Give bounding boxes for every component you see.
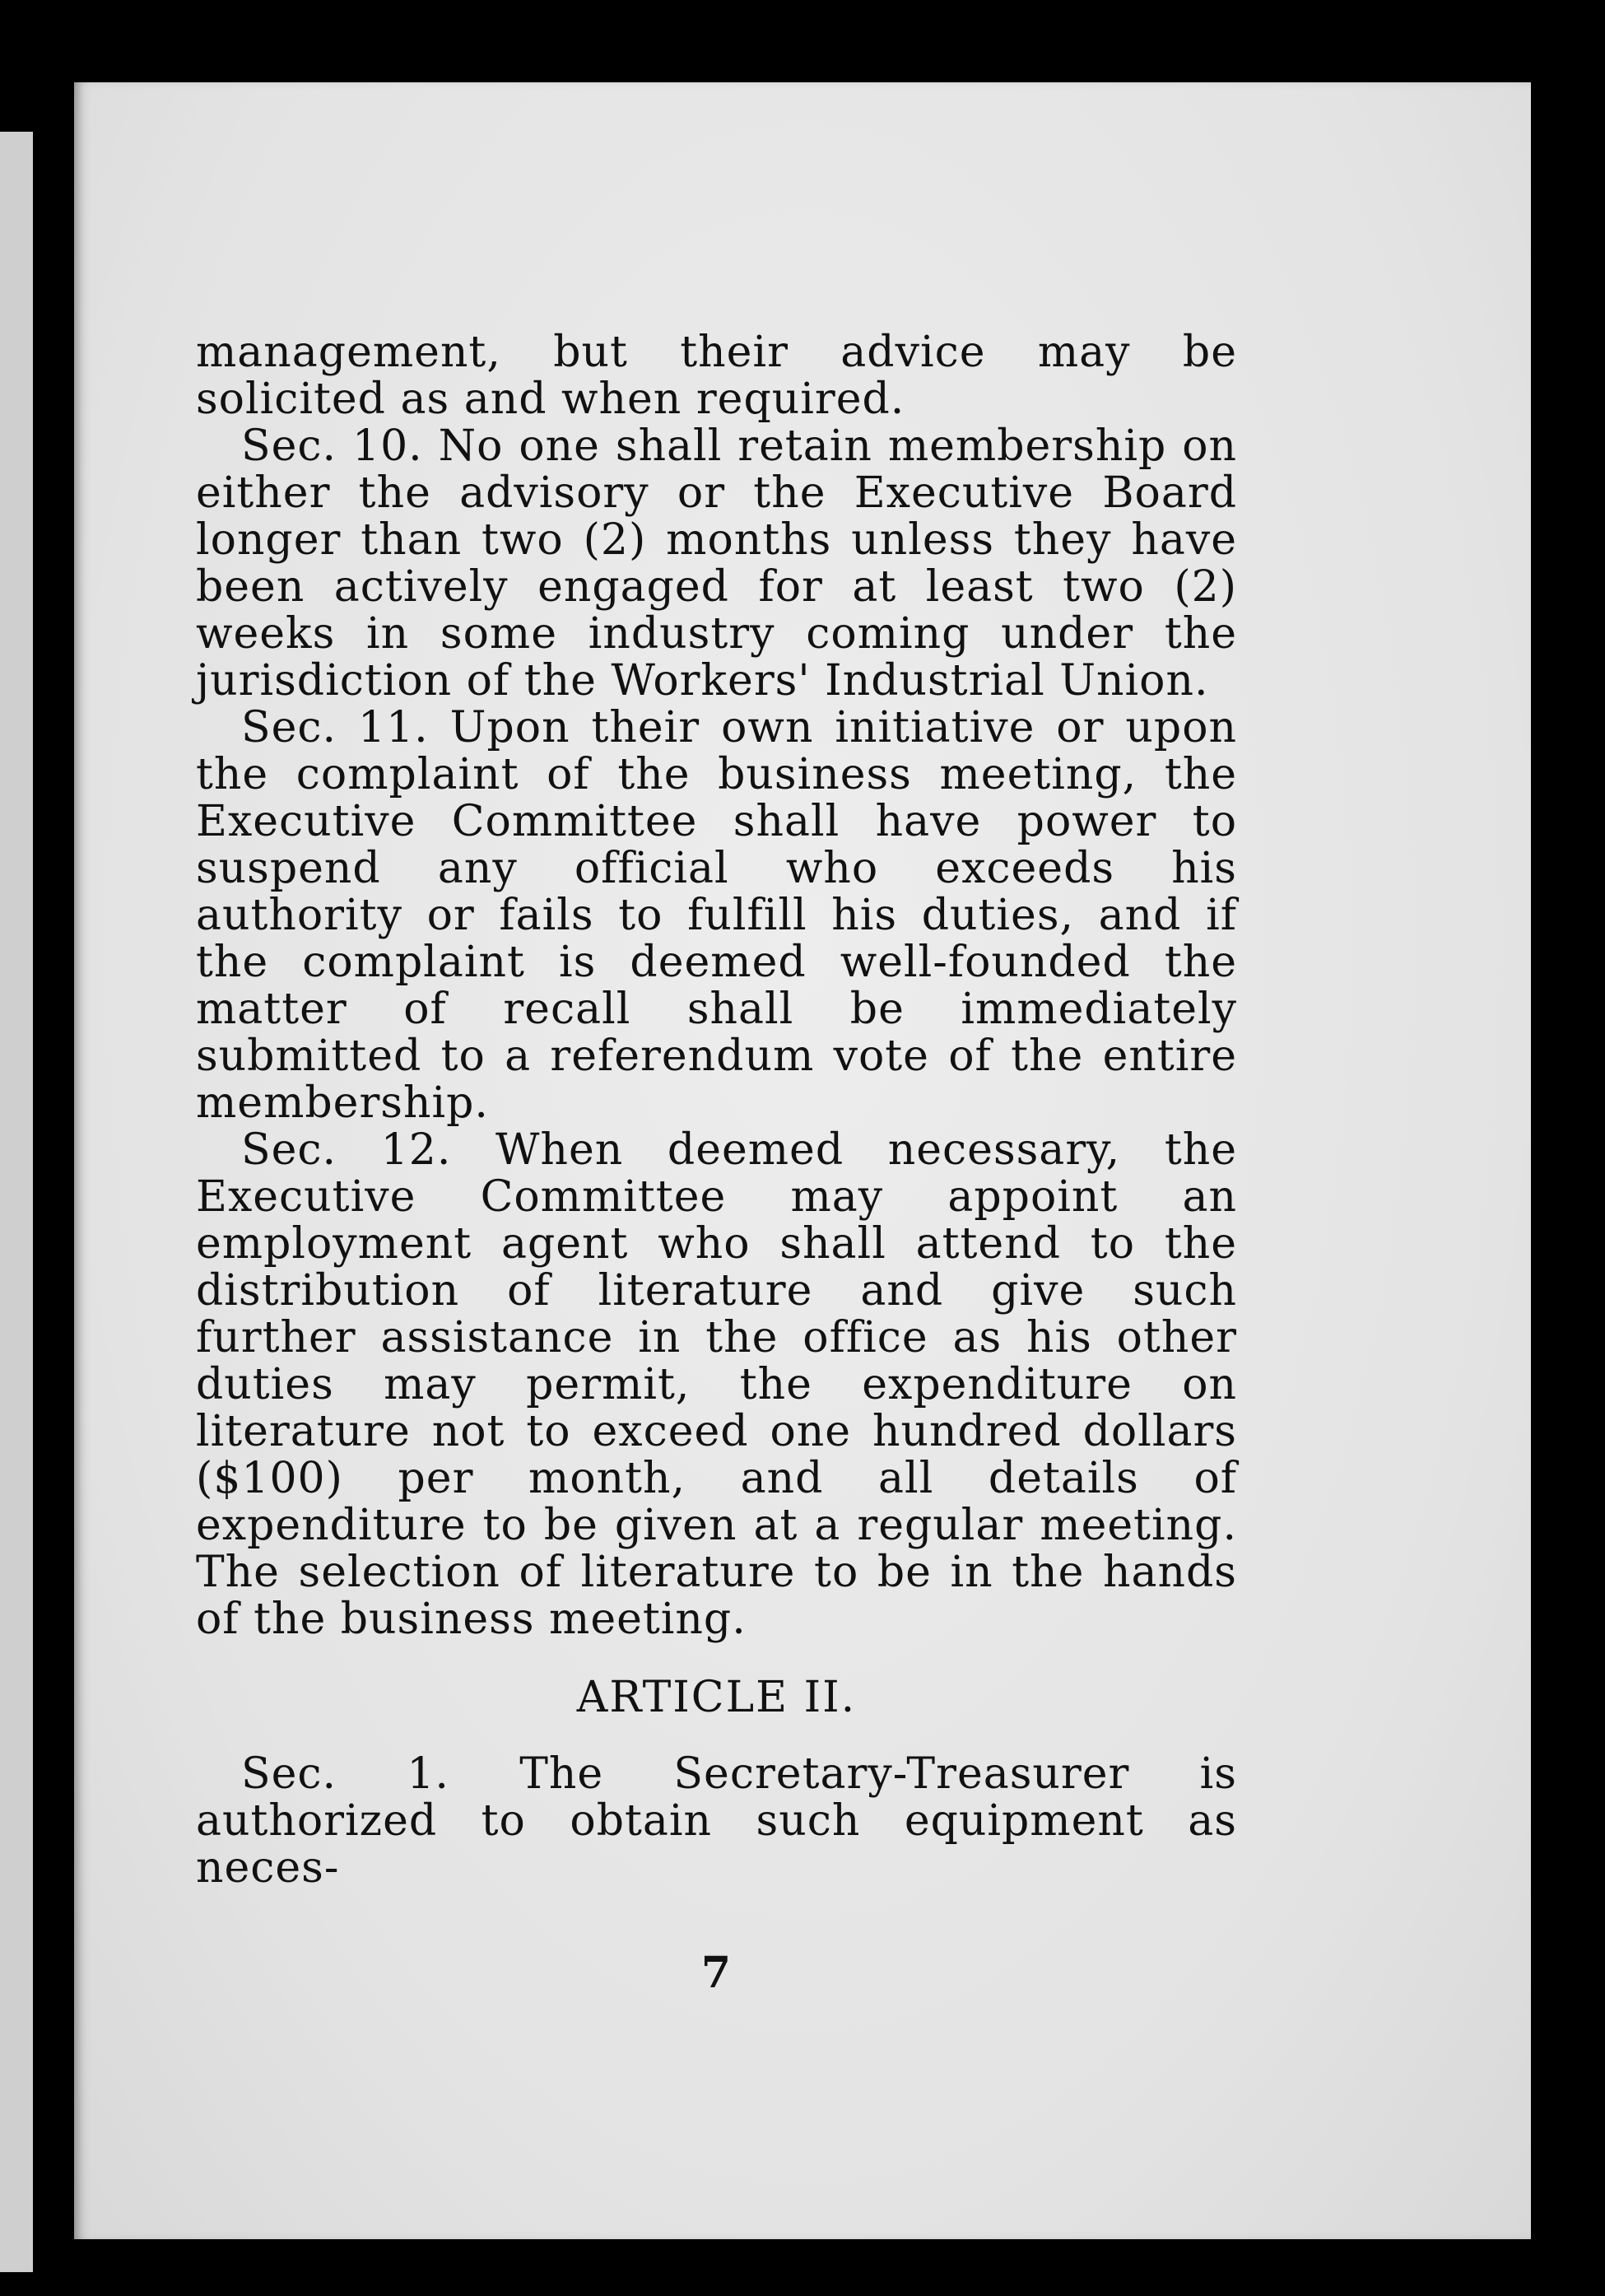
article-heading: ARTICLE II.: [576, 1673, 857, 1722]
paragraph-continuation: management, but their advice may be solicited as and when required.: [196, 328, 1237, 424]
article-2-section-1: Sec. 1. The Secretary-Treasurer is authorized to obtain such equipment as neces-: [196, 1749, 1237, 1893]
page-number: 7: [700, 1948, 733, 1998]
section-11: Sec. 11. Upon their own initiative or upon the complaint of the business meeting, the Executive Committee shall have power to suspend any official who exceeds his authority or fails to fulfill his duties, and if the complaint is deemed well-founded the matter of recall shall be immediately submitted to a referendum vote of the entire membership.: [196, 703, 1237, 1128]
section-12: Sec. 12. When deemed necessary, the Executive Committee may appoint an employment agent who shall attend to the distribution of literature and give such further assistance in the office as his other duties may permit, the expenditure on literature not to exceed one hundred dollars ($100) per month, and all details of expenditure to be given at a regular meeting. The selection of literature to be in the hands of the business meeting.: [196, 1125, 1237, 1644]
section-10: Sec. 10. No one shall retain membership on either the advisory or the Executive Board longer than two (2) months unless they have been actively engaged for at least two (2) weeks in some industry coming under the jurisdiction of the Workers' Industrial Union.: [196, 421, 1237, 706]
page-text: [196, 329, 1237, 1996]
adjacent-page-edge: [0, 132, 33, 2272]
